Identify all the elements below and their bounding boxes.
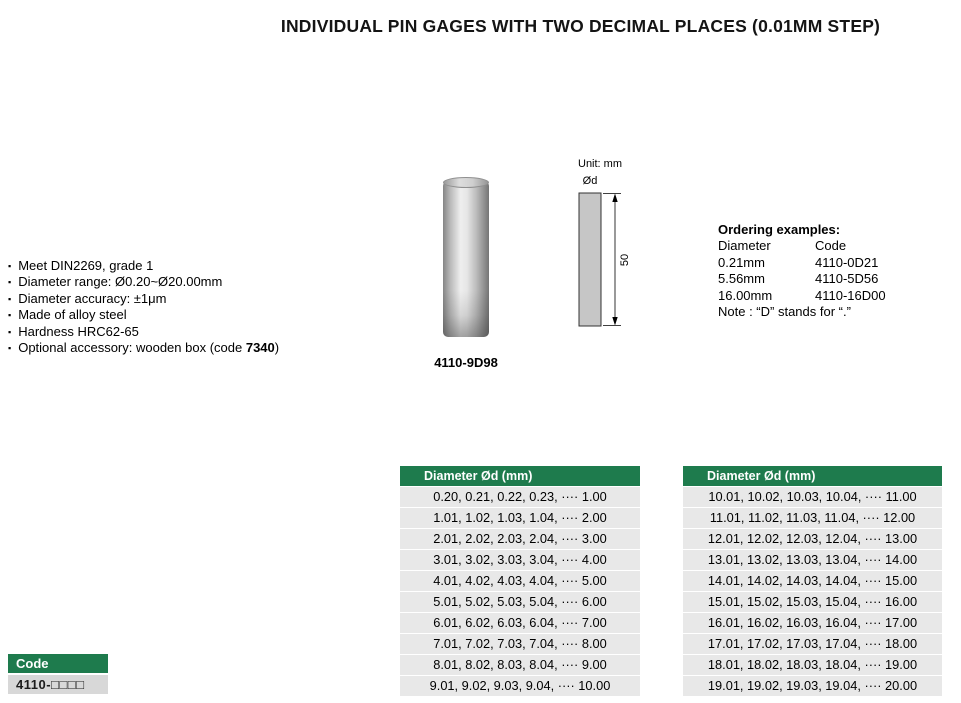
table-row: 9.01, 9.02, 9.03, 9.04, ···· 10.00 bbox=[400, 676, 640, 696]
table-row: 16.01, 16.02, 16.03, 16.04, ···· 17.00 bbox=[683, 613, 942, 633]
feature-text: Hardness HRC62-65 bbox=[18, 323, 139, 339]
feature-item bbox=[8, 274, 279, 290]
table-row: 1.01, 1.02, 1.03, 1.04, ···· 2.00 bbox=[400, 508, 640, 528]
table-header: Diameter Ød (mm) bbox=[683, 466, 942, 486]
bullet-square-icon: ▪ bbox=[8, 261, 12, 271]
diameter-symbol-label: Ød bbox=[582, 175, 598, 187]
product-code-label: 4110-9D98 bbox=[434, 355, 498, 370]
order-code-box bbox=[8, 654, 108, 694]
bullet-square-icon: ▪ bbox=[8, 310, 12, 321]
table-row: 0.20, 0.21, 0.22, 0.23, ···· 1.00 bbox=[400, 487, 640, 507]
bullet-square-icon: ▪ bbox=[8, 277, 12, 288]
ordering-header-row bbox=[718, 238, 953, 254]
ordering-col-code: Code bbox=[815, 238, 847, 254]
feature-text: Meet DIN2269, grade 1 bbox=[18, 258, 154, 273]
feature-item bbox=[8, 291, 279, 307]
ordering-col-diameter: Diameter bbox=[718, 238, 771, 254]
pin-top-face bbox=[443, 177, 489, 188]
table-row: 19.01, 19.02, 19.03, 19.04, ···· 20.00 bbox=[683, 676, 942, 696]
table-row: 3.01, 3.02, 3.03, 3.04, ···· 4.00 bbox=[400, 550, 640, 570]
table-row: 13.01, 13.02, 13.03, 13.04, ···· 14.00 bbox=[683, 550, 942, 570]
ordering-row bbox=[718, 288, 953, 304]
feature-item bbox=[8, 307, 279, 323]
code-box-value: 4110-□□□□ bbox=[8, 675, 108, 694]
feature-item bbox=[8, 340, 279, 356]
feature-bold-code: 7340 bbox=[245, 340, 275, 356]
pin-side-view bbox=[579, 193, 601, 326]
diameter-table-right bbox=[683, 466, 942, 697]
feature-text: Diameter range: Ø0.20~Ø20.00mm bbox=[18, 274, 223, 290]
table-row: 17.01, 17.02, 17.03, 17.04, ···· 18.00 bbox=[683, 634, 942, 654]
table-header: Diameter Ød (mm) bbox=[400, 466, 640, 486]
ordering-code: 4110-16D00 bbox=[815, 287, 886, 303]
diameter-table-left bbox=[400, 466, 640, 697]
table-row: 6.01, 6.02, 6.03, 6.04, ···· 7.00 bbox=[400, 613, 640, 633]
bullet-square-icon: ▪ bbox=[8, 343, 12, 354]
ordering-examples bbox=[718, 222, 953, 320]
ordering-code: 4110-0D21 bbox=[815, 254, 879, 270]
table-row: 2.01, 2.02, 2.03, 2.04, ···· 3.00 bbox=[400, 529, 640, 549]
table-row: 14.01, 14.02, 14.03, 14.04, ···· 15.00 bbox=[683, 571, 942, 591]
table-row: 18.01, 18.02, 18.03, 18.04, ···· 19.00 bbox=[683, 655, 942, 675]
page-title: INDIVIDUAL PIN GAGES WITH TWO DECIMAL PLACES (0.01MM STEP) bbox=[280, 15, 881, 36]
feature-text: Diameter accuracy: ±1μm bbox=[18, 290, 167, 306]
dimension-drawing-svg bbox=[570, 155, 660, 340]
table-row: 11.01, 11.02, 11.03, 11.04, ···· 12.00 bbox=[683, 508, 942, 528]
table-row: 8.01, 8.02, 8.03, 8.04, ···· 9.00 bbox=[400, 655, 640, 675]
table-row: 4.01, 4.02, 4.03, 4.04, ···· 5.00 bbox=[400, 571, 640, 591]
bullet-square-icon: ▪ bbox=[8, 326, 12, 337]
feature-item bbox=[8, 324, 279, 340]
bullet-square-icon: ▪ bbox=[8, 293, 12, 304]
ordering-heading: Ordering examples: bbox=[718, 222, 841, 237]
feature-item bbox=[8, 258, 279, 274]
arrowhead-up-icon bbox=[612, 194, 617, 203]
code-box-header: Code bbox=[8, 654, 108, 673]
pin-gage-photo bbox=[441, 177, 491, 339]
feature-text: Made of alloy steel bbox=[18, 307, 127, 323]
table-row: 5.01, 5.02, 5.03, 5.04, ···· 6.00 bbox=[400, 592, 640, 612]
length-dimension-label: 50 bbox=[619, 253, 631, 267]
features-list bbox=[8, 258, 279, 356]
unit-label: Unit: mm bbox=[578, 158, 622, 170]
arrowhead-down-icon bbox=[612, 317, 617, 326]
pin-cylinder bbox=[443, 182, 489, 337]
ordering-diameter: 5.56mm bbox=[718, 271, 765, 287]
table-row: 10.01, 10.02, 10.03, 10.04, ···· 11.00 bbox=[683, 487, 942, 507]
ordering-row bbox=[718, 271, 953, 287]
feature-text: Optional accessory: wooden box (code 7340) bbox=[18, 340, 280, 356]
technical-drawing bbox=[570, 155, 660, 340]
ordering-diameter: 16.00mm bbox=[718, 287, 773, 303]
ordering-diameter: 0.21mm bbox=[718, 254, 765, 270]
table-row: 15.01, 15.02, 15.03, 15.04, ···· 16.00 bbox=[683, 592, 942, 612]
ordering-row bbox=[718, 255, 953, 271]
ordering-note: Note : “D” stands for “.” bbox=[718, 304, 851, 320]
ordering-code: 4110-5D56 bbox=[815, 271, 879, 287]
table-row: 7.01, 7.02, 7.03, 7.04, ···· 8.00 bbox=[400, 634, 640, 654]
table-row: 12.01, 12.02, 12.03, 12.04, ···· 13.00 bbox=[683, 529, 942, 549]
